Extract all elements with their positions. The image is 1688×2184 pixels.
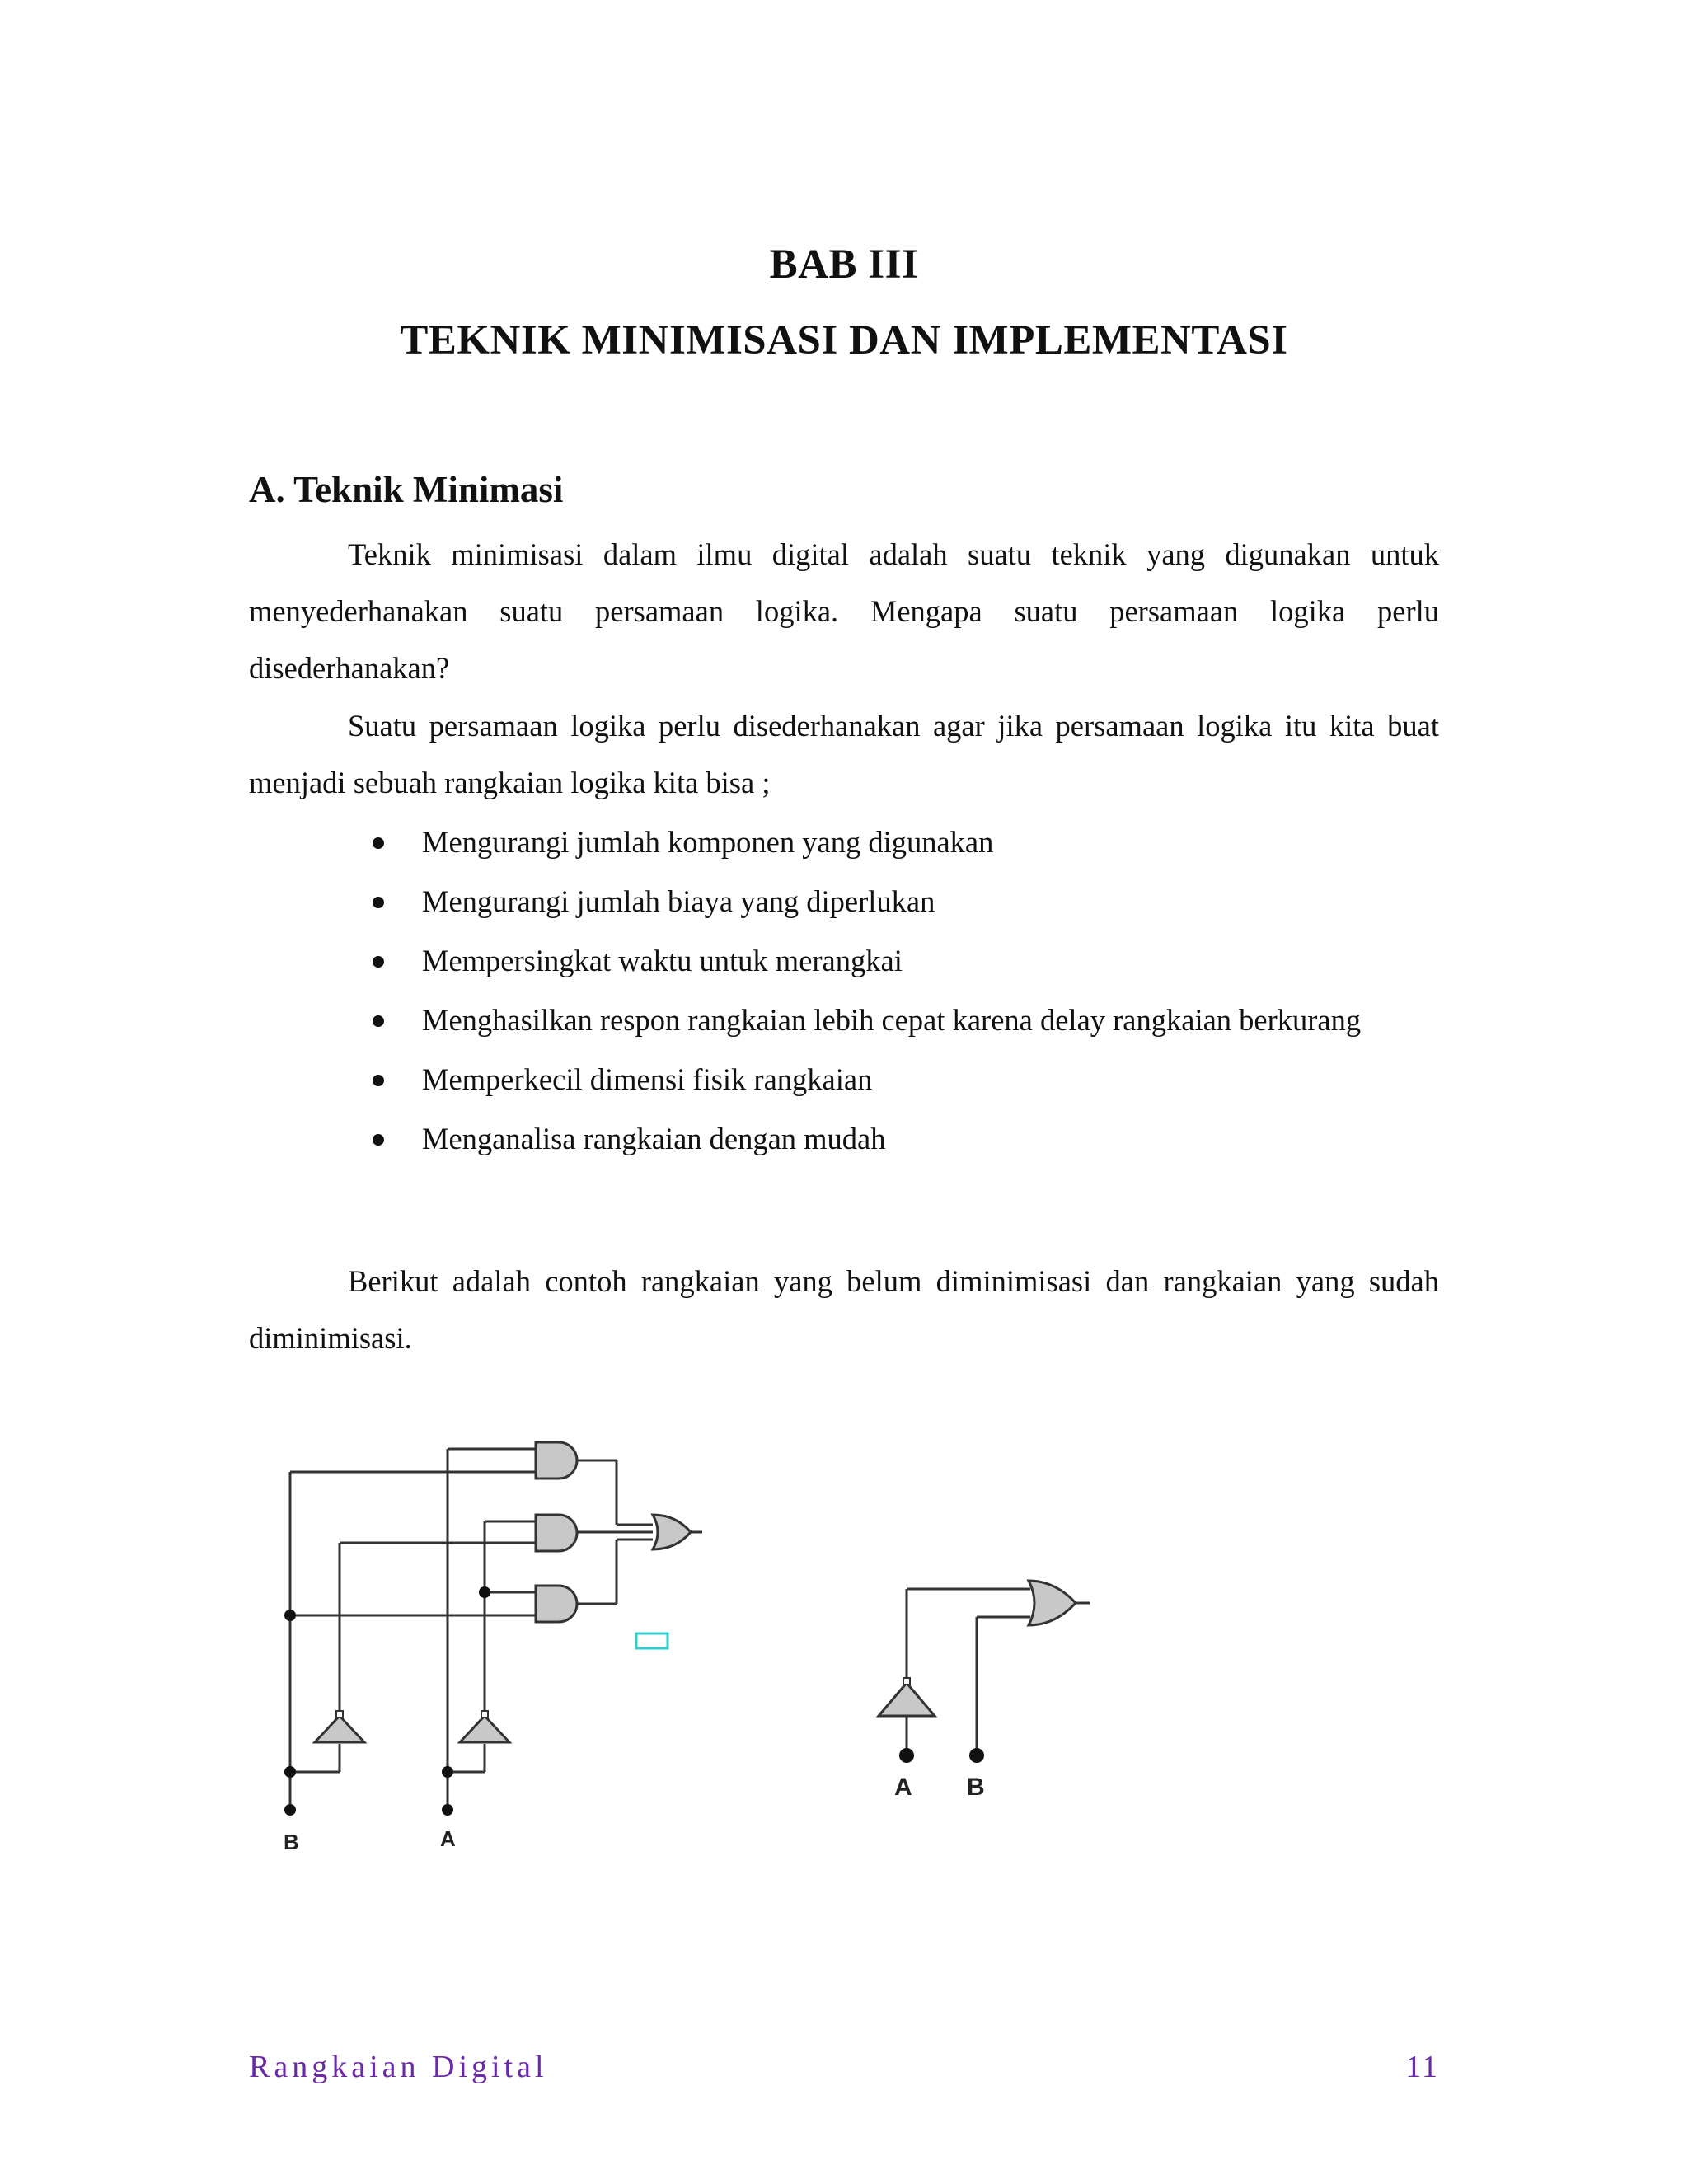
list-item-text: Mengurangi jumlah komponen yang digunakan (422, 825, 994, 859)
and-gate-3 (536, 1586, 577, 1622)
not-gate-a (460, 1716, 509, 1742)
chapter-title: TEKNIK MINIMISASI DAN IMPLEMENTASI (400, 317, 1288, 363)
or-gate-left (653, 1515, 691, 1549)
list-item-text: Menghasilkan respon rangkaian lebih cepat karena delay rangkaian berkurang (422, 1003, 1362, 1037)
not-gate-right (879, 1683, 935, 1716)
list-item (249, 813, 1439, 872)
bullet-icon (373, 956, 384, 968)
and-gate-1 (536, 1442, 577, 1479)
list-item (249, 1050, 1439, 1109)
bullet-icon (373, 837, 384, 849)
page-number: 11 (1405, 2050, 1439, 2084)
intro-paragraph: Teknik minimisasi dalam ilmu digital adalah suatu teknik yang digunakan untuk menyederhanakan suatu persamaan logika. Mengapa suatu persamaan logika perlu disederhanakan? (249, 537, 1439, 685)
list-item-text: Menganalisa rangkaian dengan mudah (422, 1122, 886, 1155)
bullet-icon (373, 1134, 384, 1146)
bullet-icon (373, 1015, 384, 1027)
input-label-b-left: B (284, 1830, 299, 1854)
footer-book-title: Rangkaian Digital (249, 2050, 548, 2084)
example-paragraph: Berikut adalah contoh rangkaian yang belum diminimisasi dan rangkaian yang sudah diminimisasi. (249, 1264, 1439, 1355)
benefit-list (249, 813, 1439, 1169)
input-label-b-right: B (967, 1774, 985, 1801)
not-gate-b (315, 1716, 364, 1742)
list-item-text: Mengurangi jumlah biaya yang diperlukan (422, 884, 935, 918)
chapter-number: BAB III (769, 241, 919, 288)
list-item (249, 1109, 1439, 1169)
list-item-text: Mempersingkat waktu untuk merangkai (422, 944, 903, 977)
logic-circuit-diagram (0, 1401, 1688, 1896)
and-gate-2 (536, 1515, 577, 1551)
section-title: A. Teknik Minimasi (249, 469, 564, 510)
list-item (249, 931, 1439, 991)
input-label-a-left: A (440, 1826, 456, 1851)
bullet-icon (373, 1075, 384, 1086)
input-label-a-right: A (894, 1774, 912, 1801)
bullet-icon (373, 897, 384, 908)
or-gate-right (1029, 1581, 1076, 1625)
list-item (249, 991, 1439, 1050)
reason-paragraph: Suatu persamaan logika perlu disederhanakan agar jika persamaan logika itu kita buat menjadi sebuah rangkaian logika kita bisa ; (249, 709, 1439, 799)
list-item-text: Memperkecil dimensi fisik rangkaian (422, 1062, 873, 1096)
list-item (249, 872, 1439, 931)
